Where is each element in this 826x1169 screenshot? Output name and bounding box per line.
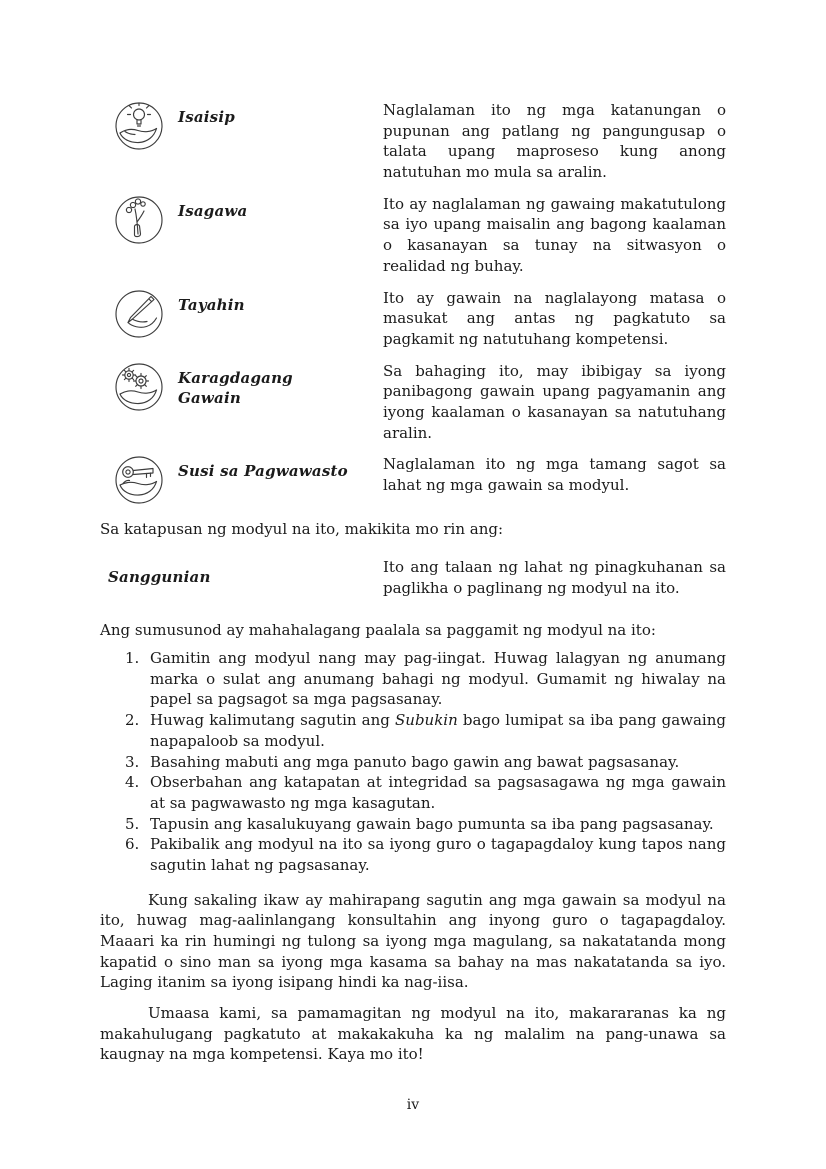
closing-paragraph-1: Kung sakaling ikaw ay mahirapang sagutin ang mga gawain sa modyul na ito, huwag mag-aalinlangang konsultahin ang inyong guro o tagapagdaloy. Maaari ka rin humingi ng tulong sa iyong mga magulang, sa nakatatanda mong kapatid o sino man sa iyong mga kasama sa bahay na mas nakatatanda sa iyo. Laging itanim sa iyong isipang hindi ka nag-iisa.: [100, 890, 726, 992]
legend-label: Tayahin: [178, 295, 245, 314]
hand-flowers-icon: [100, 194, 178, 277]
list-item-text: Basahing mabuti ang mga panuto bago gawin ang bawat pagsasanay.: [150, 752, 680, 771]
list-item: [125, 648, 726, 710]
gears-hand-icon: [100, 361, 178, 444]
hand-writing-icon: [100, 288, 178, 350]
legend-row-karagdagang-gawain: [100, 361, 726, 444]
legend-label: Karagdagang Gawain: [178, 368, 293, 408]
reminders-list: [100, 648, 726, 876]
legend-label: Susi sa Pagwawasto: [178, 462, 348, 481]
list-item-text-post: bago lumipat sa iba pang gawaing napapaloob sa modyul.: [150, 711, 726, 750]
legend-description: Ito ay gawain na naglalayong matasa o masukat ang antas ng pagkatuto sa pagkamit ng natutuhang kompetensi.: [383, 288, 726, 348]
page-number: iv: [406, 1097, 420, 1113]
legend-description: Naglalaman ito ng mga tamang sagot sa lahat ng mga gawain sa modyul.: [383, 455, 726, 494]
list-number: 1.: [125, 649, 140, 668]
list-item-text: Gamitin ang modyul nang may pag-iingat. Huwag lalagyan ng anumang marka o sulat ang anumang bahagi ng modyul. Gumamit ng hiwalay na papel sa pagsagot sa mga pagsasanay.: [150, 649, 726, 709]
legend-row-susi-sa-pagwawasto: [100, 454, 726, 506]
sanggunian-label: Sanggunian: [108, 568, 211, 587]
legend-row-tayahin: [100, 288, 726, 350]
sanggunian-description: Ito ang talaan ng lahat ng pinagkuhanan sa paglikha o paglinang ng modyul na ito.: [383, 558, 726, 597]
list-item-text: [150, 710, 726, 751]
sanggunian-row: [100, 557, 726, 598]
list-item-text: Obserbahan ang katapatan at integridad sa pagsasagawa ng mga gawain at sa pagwawasto ng mga kasagutan.: [150, 773, 726, 812]
list-item-text: Tapusin ang kasalukuyang gawain bago pumunta sa iba pang pagsasanay.: [150, 814, 714, 833]
closing-note: Sa katapusan ng modyul na ito, makikita mo rin ang:: [100, 520, 504, 539]
list-item-text: Pakibalik ang modyul na ito sa iyong guro o tagapagdaloy kung tapos nang sagutin lahat ng pagsasanay.: [150, 835, 726, 874]
list-item: [125, 814, 726, 835]
list-number: 5.: [125, 814, 140, 833]
list-item: [125, 772, 726, 813]
legend-row-isagawa: [100, 194, 726, 277]
legend-description: Naglalaman ito ng mga katanungan o pupunan ang patlang ng pangungusap o talata upang maproseso kung anong natutuhan mo mula sa aralin.: [383, 101, 726, 182]
list-item: [125, 710, 726, 751]
legend-label: Isagawa: [178, 201, 248, 220]
closing-paragraph-2: Umaasa kami, sa pamamagitan ng modyul na ito, makararanas ka ng makahulugang pagkatuto at makakakuha ka ng malalim na pang-unawa sa kaugnay na mga kompetensi. Kaya mo ito!: [100, 1004, 726, 1064]
legend-label: Isaisip: [178, 108, 235, 126]
lightbulb-hand-icon: [100, 100, 178, 183]
legend-description: Sa bahaging ito, may ibibigay sa iyong panibagong gawain upang pagyamanin ang iyong kaalaman o kasanayan sa natutuhang aralin.: [383, 361, 726, 442]
list-item: [125, 834, 726, 875]
legend-row-isaisip: [100, 100, 726, 183]
key-hand-icon: [100, 454, 178, 506]
list-item-text-italic: Subukin: [395, 711, 458, 730]
list-item: [125, 752, 726, 773]
list-number: 2.: [125, 711, 140, 730]
reminders-intro: Ang sumusunod ay mahahalagang paalala sa paggamit ng modyul na ito:: [100, 621, 656, 640]
list-item-text-pre: Huwag kalimutang sagutin ang: [150, 711, 396, 730]
list-number: 3.: [125, 752, 140, 771]
list-number: 6.: [125, 835, 140, 854]
legend-description: Ito ay naglalaman ng gawaing makatutulong sa iyo upang maisalin ang bagong kaalaman o kasanayan sa tunay na sitwasyon o realidad ng buhay.: [383, 194, 726, 275]
list-number: 4.: [125, 773, 140, 792]
